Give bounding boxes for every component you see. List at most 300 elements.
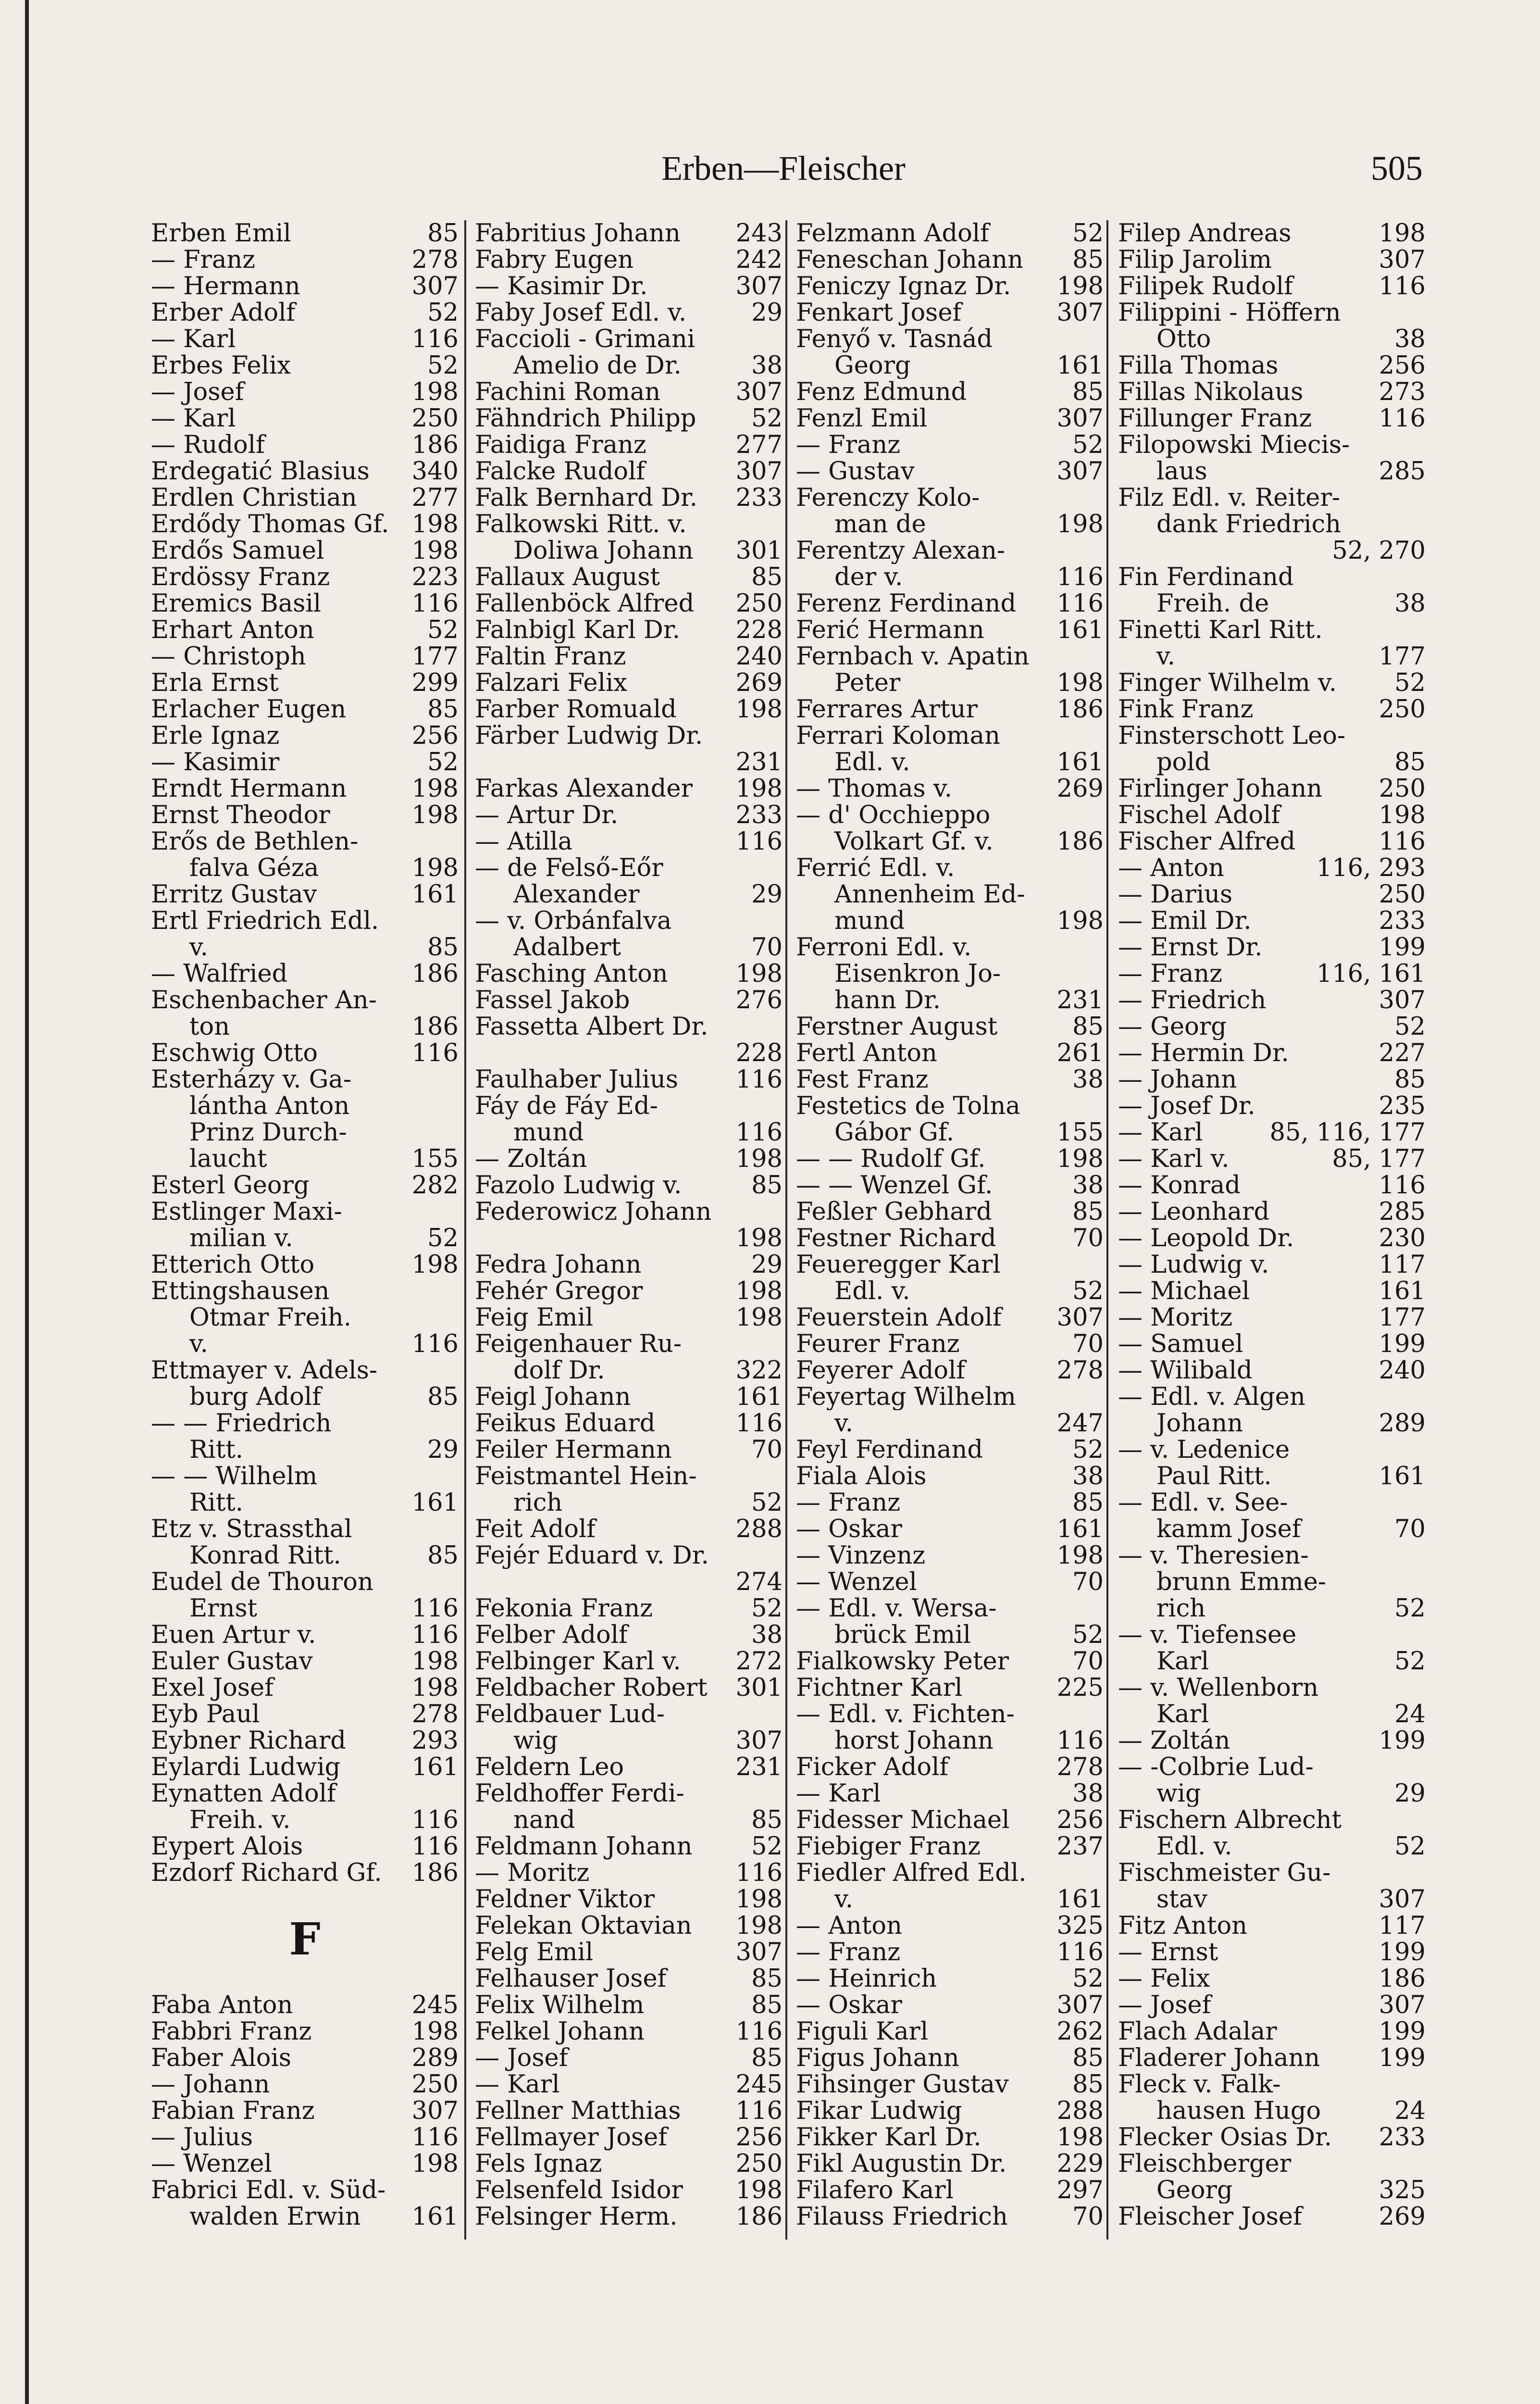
entry-page-ref: 70	[1072, 1647, 1104, 1676]
column-divider	[464, 220, 466, 2240]
entry-page-ref: 177	[1379, 1303, 1426, 1332]
entry-name: Edl. v.	[834, 1278, 910, 1304]
entry-name: Filafero Karl	[796, 2177, 954, 2204]
index-entry	[475, 326, 782, 352]
entry-name: Falk Bernhard Dr.	[475, 485, 698, 511]
index-entry	[796, 961, 1104, 987]
index-entry	[1118, 1701, 1426, 1728]
index-entry	[151, 405, 459, 432]
index-entry	[475, 538, 782, 564]
entry-name: Fertl Anton	[796, 1040, 937, 1066]
entry-page-ref: 307	[1056, 404, 1104, 433]
entry-page-ref: 198	[411, 537, 459, 565]
entry-name: Peter	[834, 670, 901, 696]
entry-name: Fekonia Franz	[475, 1595, 653, 1622]
entry-name: Ficker Adolf	[796, 1754, 949, 1780]
entry-page-ref: 285	[1379, 1198, 1426, 1226]
index-entry	[475, 2098, 782, 2124]
index-entry	[151, 1701, 459, 1728]
entry-page-ref: 52	[751, 1489, 782, 1517]
index-entry	[475, 1648, 782, 1675]
entry-page-ref: 116	[1379, 1171, 1426, 1200]
entry-page-ref: 24	[1394, 1700, 1426, 1728]
index-entry	[151, 1490, 459, 1516]
index-entry	[151, 247, 459, 273]
index-entry	[1118, 1939, 1426, 1966]
entry-name: Ferenczy Kolo-	[796, 485, 980, 511]
entry-name: Falcke Rudolf	[475, 458, 646, 485]
entry-name: Fin Ferdinand	[1118, 564, 1294, 590]
entry-page-ref: 289	[411, 2044, 459, 2072]
entry-page-ref: 307	[735, 1727, 782, 1755]
index-entry	[151, 749, 459, 776]
index-entry	[1118, 1833, 1426, 1860]
entry-page-ref: 161	[411, 2203, 459, 2231]
entry-page-ref: 116	[1379, 827, 1426, 856]
index-entry	[1118, 2098, 1426, 2124]
entry-name: Fink Franz	[1118, 696, 1254, 723]
index-entry	[796, 828, 1104, 855]
entry-page-ref: 250	[1379, 695, 1426, 724]
entry-name: — Ernst Dr.	[1118, 934, 1263, 961]
entry-name: — Leopold Dr.	[1118, 1225, 1294, 1252]
entry-name: Fialkowsky Peter	[796, 1648, 1009, 1675]
index-entry	[796, 1886, 1104, 1913]
index-entry	[151, 1252, 459, 1278]
entry-page-ref: 52	[427, 748, 459, 776]
index-entry	[1118, 1860, 1426, 1886]
entry-name: Erlacher Eugen	[151, 696, 347, 723]
index-entry	[151, 1463, 459, 1490]
entry-page-ref: 299	[411, 669, 459, 697]
entry-page-ref: 278	[411, 1700, 459, 1728]
index-entry	[475, 1093, 782, 1119]
entry-page-ref: 52	[1394, 1013, 1426, 1041]
entry-name: Erdössy Franz	[151, 564, 330, 590]
index-entry	[151, 300, 459, 326]
entry-name: — Kasimir	[151, 749, 280, 776]
index-entry	[475, 802, 782, 828]
entry-name: Erle Ignaz	[151, 723, 280, 749]
index-entry	[796, 1252, 1104, 1278]
index-entry	[151, 881, 459, 908]
entry-name: Ferstner August	[796, 1014, 998, 1040]
entry-page-ref: 85	[751, 1171, 782, 1200]
entry-page-ref: 247	[1056, 1409, 1104, 1438]
entry-name: brunn Emme-	[1156, 1569, 1327, 1595]
entry-page-ref: 85	[1072, 246, 1104, 274]
index-entry	[151, 987, 459, 1014]
entry-name: — v. Theresien-	[1118, 1542, 1309, 1569]
entry-page-ref: 70	[1072, 1224, 1104, 1252]
index-entry	[475, 352, 782, 379]
index-entry	[1118, 432, 1426, 458]
entry-page-ref: 85	[1072, 2070, 1104, 2099]
entry-name: Fabian Franz	[151, 2098, 315, 2124]
index-entry	[1118, 1225, 1426, 1252]
entry-page-ref: 85	[427, 219, 459, 248]
entry-page-ref: 307	[1379, 1991, 1426, 2019]
entry-page-ref: 199	[1379, 1727, 1426, 1755]
entry-page-ref: 70	[1394, 1515, 1426, 1543]
entry-name: Volkart Gf. v.	[834, 828, 994, 855]
index-entry	[475, 1304, 782, 1331]
entry-page-ref: 52	[1072, 1621, 1104, 1649]
entry-name: Adalbert	[513, 934, 621, 961]
column-divider	[785, 220, 787, 2240]
index-entry	[796, 670, 1104, 696]
entry-name: — — Wenzel Gf.	[796, 1172, 993, 1199]
index-entry	[475, 1542, 782, 1569]
entry-name: — Darius	[1118, 881, 1233, 908]
index-entry	[151, 1807, 459, 1833]
entry-name: — Friedrich	[1118, 987, 1267, 1014]
entry-page-ref: 116	[411, 1621, 459, 1649]
entry-page-ref: 85	[427, 933, 459, 962]
entry-page-ref: 285	[1379, 457, 1426, 486]
index-entry	[796, 458, 1104, 485]
index-entry	[1118, 2124, 1426, 2151]
index-entry	[475, 1595, 782, 1622]
entry-page-ref: 245	[735, 2070, 782, 2099]
index-entry	[475, 1014, 782, 1040]
entry-page-ref: 52	[1394, 669, 1426, 697]
entry-name: kamm Josef	[1156, 1516, 1301, 1542]
entry-name: — Michael	[1118, 1278, 1250, 1304]
entry-name: Freih. de	[1156, 590, 1269, 617]
index-entry	[1118, 1146, 1426, 1172]
index-entry	[475, 1780, 782, 1807]
entry-page-ref: 293	[411, 1727, 459, 1755]
index-entry	[151, 828, 459, 855]
entry-name: Falkowski Ritt. v.	[475, 511, 687, 538]
index-entry	[1118, 1490, 1426, 1516]
entry-page-ref: 227	[1379, 1039, 1426, 1067]
entry-page-ref: 198	[735, 1145, 782, 1173]
index-entry	[796, 2045, 1104, 2071]
index-entry	[151, 1754, 459, 1780]
index-entry	[475, 2045, 782, 2071]
entry-page-ref: 116	[735, 827, 782, 856]
index-entry	[1118, 1172, 1426, 1199]
index-entry	[151, 564, 459, 590]
entry-name: pold	[1156, 749, 1211, 776]
entry-name: — v. Wellenborn	[1118, 1675, 1319, 1701]
index-entry	[475, 776, 782, 802]
index-entry	[1118, 1331, 1426, 1357]
entry-name: Feit Adolf	[475, 1516, 596, 1542]
index-entry	[796, 1569, 1104, 1595]
entry-name: — Edl. v. Algen	[1118, 1384, 1305, 1410]
index-entry	[475, 1199, 782, 1225]
entry-page-ref: 85	[751, 1806, 782, 1834]
index-entry	[1118, 2204, 1426, 2230]
index-entry	[1118, 1675, 1426, 1701]
entry-name: Amelio de Dr.	[513, 352, 682, 379]
entry-name: horst Johann	[834, 1728, 994, 1754]
index-column-2	[475, 220, 782, 2230]
index-entry	[796, 220, 1104, 247]
entry-page-ref: 233	[1379, 2123, 1426, 2152]
entry-name: rich	[1156, 1595, 1206, 1622]
index-entry	[796, 1384, 1104, 1410]
index-entry	[151, 1860, 459, 1886]
entry-page-ref: 198	[1056, 907, 1104, 935]
index-entry	[1118, 749, 1426, 776]
index-entry	[796, 1066, 1104, 1093]
entry-page-ref: 29	[751, 1251, 782, 1279]
entry-name: Erdegatić Blasius	[151, 458, 370, 485]
entry-name: Feldern Leo	[475, 1754, 624, 1780]
index-entry	[475, 1252, 782, 1278]
entry-name: — Anton	[1118, 855, 1224, 881]
index-entry	[151, 1093, 459, 1119]
entry-name: Georg	[834, 352, 911, 379]
entry-page-ref: 240	[735, 642, 782, 671]
entry-name: — Ernst	[1118, 1939, 1218, 1966]
entry-name: Fleck v. Falk-	[1118, 2071, 1281, 2098]
index-entry	[475, 1622, 782, 1648]
entry-page-ref: 198	[411, 2150, 459, 2178]
entry-page-ref: 242	[735, 246, 782, 274]
index-entry	[1118, 908, 1426, 934]
entry-page-ref: 52	[1072, 219, 1104, 248]
entry-name: — Georg	[1118, 1014, 1227, 1040]
index-entry	[796, 776, 1104, 802]
entry-name: Edl. v.	[1156, 1833, 1232, 1860]
index-entry	[475, 1040, 782, 1066]
entry-name: — Wenzel	[796, 1569, 917, 1595]
index-entry	[151, 1542, 459, 1569]
index-entry	[151, 855, 459, 881]
entry-name: Fenyő v. Tasnád	[796, 326, 993, 352]
entry-name: — Thomas v.	[796, 776, 952, 802]
index-entry	[796, 908, 1104, 934]
entry-page-ref: 198	[735, 1303, 782, 1332]
entry-page-ref: 307	[411, 272, 459, 300]
header-title: Erben—Fleischer	[661, 149, 906, 188]
index-entry	[475, 1172, 782, 1199]
entry-page-ref: 199	[1379, 933, 1426, 962]
entry-page-ref: 38	[1394, 589, 1426, 618]
entry-page-ref: 307	[735, 378, 782, 406]
index-entry	[475, 1886, 782, 1913]
entry-page-ref: 198	[1056, 510, 1104, 538]
entry-name: Erbes Felix	[151, 352, 291, 379]
entry-name: Feldmann Johann	[475, 1833, 693, 1860]
entry-page-ref: 186	[1056, 827, 1104, 856]
entry-name: Feniczy Ignaz Dr.	[796, 273, 1011, 300]
entry-name: Fischel Adolf	[1118, 802, 1280, 828]
index-entry	[1118, 802, 1426, 828]
entry-name: — Franz	[796, 432, 901, 458]
index-entry	[796, 1595, 1104, 1622]
index-entry	[796, 1807, 1104, 1833]
entry-name: Fellner Matthias	[475, 2098, 681, 2124]
index-entry	[475, 2177, 782, 2204]
index-entry	[1118, 352, 1426, 379]
index-entry	[151, 643, 459, 670]
index-entry	[1118, 776, 1426, 802]
entry-name: Faccioli - Grimani	[475, 326, 695, 352]
entry-page-ref: 116	[411, 1330, 459, 1358]
index-entry	[475, 1833, 782, 1860]
entry-name: — Karl	[151, 326, 236, 352]
index-entry	[1118, 934, 1426, 961]
entry-name: — Wenzel	[151, 2151, 272, 2177]
entry-name: Fachini Roman	[475, 379, 661, 405]
entry-name: Erős de Bethlen-	[151, 828, 359, 855]
index-entry	[151, 1728, 459, 1754]
entry-name: Felzmann Adolf	[796, 220, 989, 247]
entry-name: Feiler Hermann	[475, 1437, 672, 1463]
index-entry	[1118, 1437, 1426, 1463]
entry-name: Ernst	[189, 1595, 258, 1622]
index-entry	[796, 1357, 1104, 1384]
index-entry	[151, 1410, 459, 1437]
entry-page-ref: 161	[1379, 1277, 1426, 1305]
entries	[1118, 220, 1426, 2230]
index-entry	[151, 696, 459, 723]
index-entry	[475, 1675, 782, 1701]
entry-name: v.	[189, 1331, 208, 1357]
entry-name: — de Felső-Eőr	[475, 855, 663, 881]
entry-page-ref: 199	[1379, 2044, 1426, 2072]
entry-page-ref: 186	[411, 1013, 459, 1041]
entry-name: Eypert Alois	[151, 1833, 303, 1860]
entry-name: Feigl Johann	[475, 1384, 631, 1410]
entry-page-ref: 198	[411, 510, 459, 538]
index-entry	[151, 1040, 459, 1066]
index-entry	[475, 1437, 782, 1463]
index-entry	[1118, 828, 1426, 855]
entry-page-ref: 177	[1379, 642, 1426, 671]
index-entry	[475, 1754, 782, 1780]
entry-page-ref: 250	[411, 404, 459, 433]
index-entry	[796, 617, 1104, 643]
entry-name: rich	[513, 1490, 563, 1516]
index-entry	[796, 987, 1104, 1014]
entry-name: Feldbauer Lud-	[475, 1701, 665, 1728]
entry-page-ref: 116	[1379, 404, 1426, 433]
index-entry	[796, 352, 1104, 379]
entry-name: — v. Tiefensee	[1118, 1622, 1297, 1648]
entry-page-ref: 301	[735, 537, 782, 565]
entry-name: dank Friedrich	[1156, 511, 1341, 538]
index-entry	[796, 1490, 1104, 1516]
index-entry	[796, 273, 1104, 300]
entry-name: Ettingshausen	[151, 1278, 330, 1304]
entry-page-ref: 155	[411, 1145, 459, 1173]
entry-page-ref: 199	[1379, 2017, 1426, 2046]
entry-name: — Emil Dr.	[1118, 908, 1252, 934]
index-entry	[796, 485, 1104, 511]
entry-page-ref: 161	[1056, 748, 1104, 776]
entry-name: Konrad Ritt.	[189, 1542, 341, 1569]
entry-page-ref: 340	[411, 457, 459, 486]
index-entry	[1118, 1992, 1426, 2018]
index-entry	[796, 802, 1104, 828]
index-entry	[796, 2177, 1104, 2204]
entry-name: Figus Johann	[796, 2045, 959, 2071]
entry-name: — Karl	[475, 2071, 560, 2098]
index-entry	[1118, 2045, 1426, 2071]
index-entry	[151, 1569, 459, 1595]
entry-page-ref: 198	[411, 801, 459, 829]
index-entry	[151, 273, 459, 300]
entry-page-ref: 161	[411, 1489, 459, 1517]
page-edge-rule	[25, 0, 29, 2404]
entry-name: Fest Franz	[796, 1066, 929, 1093]
index-entry	[796, 1542, 1104, 1569]
entry-name: Feigenhauer Ru-	[475, 1331, 682, 1357]
entry-page-ref: 301	[735, 1674, 782, 1702]
index-entry	[151, 326, 459, 352]
index-entry	[475, 1331, 782, 1357]
entry-name: — Samuel	[1118, 1331, 1243, 1357]
entry-page-ref: 161	[1056, 1885, 1104, 1914]
entry-page-ref: 24	[1394, 2097, 1426, 2125]
index-entry	[796, 1701, 1104, 1728]
entry-name: Esterl Georg	[151, 1172, 310, 1199]
entry-name: Fähndrich Philipp	[475, 405, 696, 432]
index-entry	[151, 1014, 459, 1040]
entry-page-ref: 70	[1072, 2203, 1104, 2231]
entry-name: mund	[513, 1119, 584, 1146]
index-entry	[796, 1463, 1104, 1490]
index-entry	[475, 934, 782, 961]
entry-page-ref: 289	[1379, 1409, 1426, 1438]
entry-page-ref: 52	[1394, 1647, 1426, 1676]
entry-name: Feueregger Karl	[796, 1252, 1001, 1278]
entry-name: Feuerstein Adolf	[796, 1304, 1002, 1331]
entry-page-ref: 186	[1379, 1965, 1426, 1993]
entry-name: — Edl. v. Wersa-	[796, 1595, 997, 1622]
entry-name: v.	[834, 1410, 853, 1437]
index-entry	[796, 1780, 1104, 1807]
entry-page-ref: 117	[1379, 1251, 1426, 1279]
entry-name: falva Géza	[189, 855, 319, 881]
index-entry	[796, 2204, 1104, 2230]
entry-name: Fabritius Johann	[475, 220, 681, 247]
entries	[796, 220, 1104, 2230]
index-entry	[796, 1304, 1104, 1331]
entry-name: Fischmeister Gu-	[1118, 1860, 1331, 1886]
index-entry	[1118, 987, 1426, 1014]
entry-page-ref: 245	[411, 1991, 459, 2019]
entry-page-ref: 52	[1072, 431, 1104, 459]
entry-page-ref: 307	[1056, 1303, 1104, 1332]
entry-name: — Josef	[151, 379, 244, 405]
index-entry	[1118, 696, 1426, 723]
entry-page-ref: 198	[1379, 219, 1426, 248]
entry-page-ref: 250	[1379, 880, 1426, 909]
entry-page-ref: 250	[411, 2070, 459, 2099]
entry-page-ref: 198	[735, 2176, 782, 2204]
entry-name: — Hermann	[151, 273, 300, 300]
index-entry	[1118, 1066, 1426, 1093]
index-column-4	[1118, 220, 1426, 2230]
entry-name: Filla Thomas	[1118, 352, 1279, 379]
entry-name: v.	[189, 934, 208, 961]
entry-page-ref: 186	[411, 431, 459, 459]
entry-page-ref: 307	[1379, 986, 1426, 1014]
index-entry	[151, 352, 459, 379]
entry-name: Felhauser Josef	[475, 1966, 667, 1992]
index-entry	[796, 1516, 1104, 1542]
entry-page-ref: 161	[735, 1383, 782, 1411]
entry-name: laus	[1156, 458, 1207, 485]
